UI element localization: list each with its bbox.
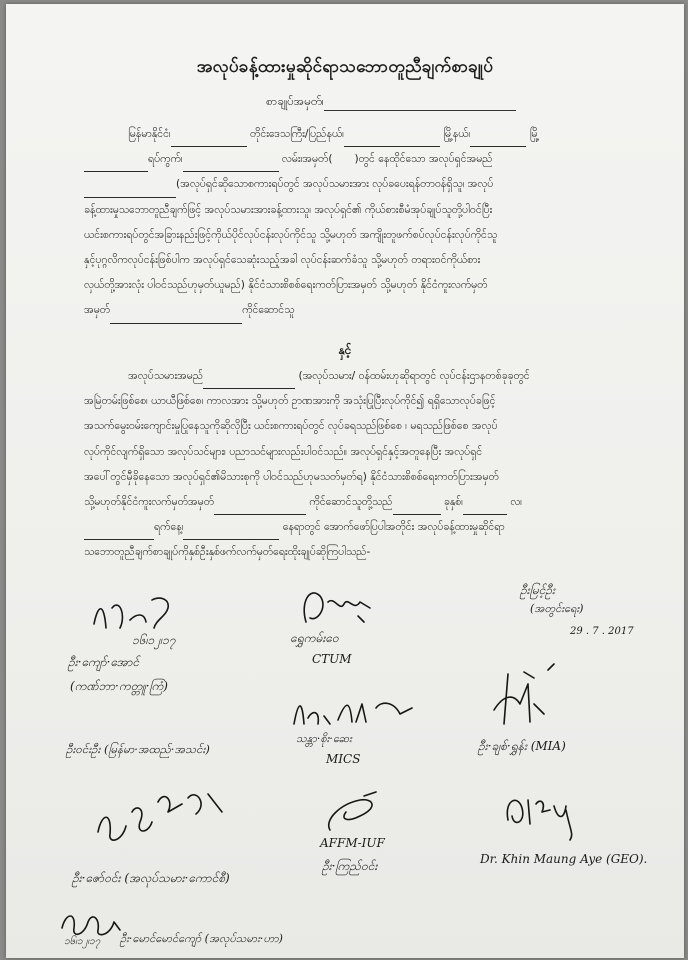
signature-date: 29 . 7 . 2017 xyxy=(570,626,634,637)
signature-scribble xyxy=(92,782,242,852)
contract-number-blank xyxy=(324,98,516,111)
signature-date: ၁၆၊၁၂၊၁၇ xyxy=(64,936,101,947)
worker-definition-4: လုပ်ကိုင်လျက်ရှိသော အလုပ်သင်များ၊ ပညာသင်များလည်းပါဝင်သည်။ အလုပ်ရှင်နှင့်အတူနေပြီး အလုပ်ရှင် xyxy=(84,445,483,458)
signature-scribble xyxy=(500,790,590,840)
signatory-name: ဦး·ကြည်ဝင်း xyxy=(322,859,378,873)
signatory-organization: CTUM xyxy=(312,652,352,666)
agreement-closing: သဘောတူညီချက်စာချုပ်ကိုနှစ်ဦးနှစ်ဖက်လက်မှတ်ရေးထိုးချုပ်ဆိုကြပါသည်- xyxy=(84,546,371,559)
signature-scribble xyxy=(290,694,420,734)
employer-definition-4: နှင့်ပုဂ္ဂလိကလုပ်ငန်းဖြစ်ပါက အလုပ်ရှင်သေဆုံးသည့်အခါ လုပ်ငန်းဆက်ခံသူ သို့မဟုတ် တရားဝင်ကိုယ်စား xyxy=(84,254,481,267)
signature-left-1 xyxy=(68,594,200,693)
employer-name-label: )တွင် နေထိုင်သော အလုပ်ရှင်အမည် xyxy=(354,153,493,166)
signature-middle-3 xyxy=(320,790,390,873)
worker-paragraph xyxy=(84,364,670,566)
signature-middle-2 xyxy=(290,694,420,766)
signatory-name: ဦးမြင့်ဦး xyxy=(520,583,555,597)
document-title: အလုပ်ခန့်ထားမှုဆိုင်ရာသဘောတူညီချက်စာချုပ် xyxy=(196,57,494,77)
signature-scribble xyxy=(484,664,574,734)
signatory-name: ဦးဝင်းဦး (မြန်မာ·အထည်·အသင်း) xyxy=(66,742,210,756)
year-label: ခုနှစ်၊ xyxy=(443,496,463,509)
signatory-name: Dr. Khin Maung Aye (GEO). xyxy=(480,852,648,866)
employer-paragraph xyxy=(84,122,670,324)
country-label: မြန်မာနိုင်ငံ၊ xyxy=(128,128,171,140)
signatory-title: (အတွင်းရေး) xyxy=(530,602,584,615)
and-connector: နှင့် xyxy=(338,343,352,357)
signature-left-3 xyxy=(92,782,242,856)
employer-definition-5: လှယ်တို့အားလုံး ပါဝင်သည်ဟုမှတ်ယူမည်) နိုင်ငံသားစိစစ်ရေးကတ်ပြားအမှတ် သို့မဟုတ် နိုင်ငံကူးလက်မှတ် xyxy=(84,279,488,292)
signatory-name: ဦး·ဇော်ဝင်း (အလုပ်သမား·ကောင်စီ) xyxy=(72,871,230,885)
signature-right-2 xyxy=(478,664,574,753)
signature-scribble xyxy=(320,790,390,836)
worker-name-label: အလုပ်သမားအမည် xyxy=(128,370,204,382)
worker-definition-1: (အလုပ်သမား/ ဝန်ထမ်းဟုဆိုရာတွင် လုပ်ငန်းဌာနတစ်ခုခုတွင် xyxy=(298,370,530,382)
employer-holder-label: ကိုင်ဆောင်သူ xyxy=(242,304,295,317)
worker-definition-2: အမြဲတမ်းဖြစ်စေ၊ ယာယီဖြစ်စေ၊ ကာလအား သို့မဟုတ် ဥာဏအားကို အသုံးပြုပြီးလုပ်ကိုင်၍ ရရှိသောလုပ်ခဖြင့် xyxy=(84,395,496,408)
signature-right-3 xyxy=(480,790,648,866)
worker-definition-3: အသက်မွေးဝမ်းကျောင်းမှုပြုနေသူကိုဆိုလိုပြီး ယင်းစကားရပ်တွင် လုပ်ခရသည်ဖြစ်စေ ၊ မရသည်ဖြစ်စေ အလုပ် xyxy=(84,420,498,433)
document-page xyxy=(6,4,684,958)
ward-label: ရပ်ကွက်၊ xyxy=(148,153,183,166)
signatory-organization: (ကဏ်ဘာ·ကတ္တူ·ကြံ) xyxy=(70,679,168,693)
street-label: လမ်း၊အမှတ်( xyxy=(281,153,333,166)
town-label: မြို့ xyxy=(529,128,540,140)
township-label: မြို့နယ်၊ xyxy=(443,128,471,140)
signature-middle-1 xyxy=(290,582,378,666)
signatory-organization: MICS xyxy=(326,752,361,766)
contract-number-field xyxy=(266,94,516,111)
signature-scribble xyxy=(298,582,378,632)
worker-id-label: သို့မဟုတ်နိုင်ငံကူးလက်မှတ်အမှတ် xyxy=(84,496,215,509)
signatory-name: ဦး·မောင်မောင်ကျော် (အလုပ်သမား·ဟာ) xyxy=(120,932,283,945)
signatory-name: သန္တာ·စိုး·ဆေး xyxy=(296,732,352,745)
signatory-name: ဦး·ချစ်·ရွှန်း (MIA) xyxy=(478,739,566,753)
place-label: နေရာတွင် အောက်ဖော်ပြပါအတိုင်း အလုပ်ခန့်ထားမှုဆိုင်ရာ xyxy=(282,521,505,534)
signature-left-5 xyxy=(58,908,283,947)
employer-id-label: အမှတ် xyxy=(84,304,111,317)
signatory-name: ဦး·ကျော်·အောင် xyxy=(68,655,140,669)
day-label: ရက်နေ့၊ xyxy=(154,521,184,534)
signatory-name: ရွှေကမ်းဝေ xyxy=(290,631,339,645)
employer-definition-3: ယင်းစကားရပ်တွင်အခြားနည်းဖြင့်ကိုယ်ပိုင်လုပ်ငန်းလုပ်ကိုင်သူ သို့မဟုတ် အကျိုးတူဖက်စပ်လုပ်ငန်းလုပ်ကိုင်သူ xyxy=(84,228,498,241)
worker-holder-label: ကိုင်ဆောင်သူတို့သည် xyxy=(309,496,393,509)
region-label: တိုင်းဒေသကြီး/ပြည်နယ်၊ xyxy=(250,128,344,140)
month-label: လ၊ xyxy=(510,496,522,509)
contract-number-label: စာချုပ်အမှတ်၊ xyxy=(266,94,324,108)
employer-definition-2: ခန့်ထားမှုသဘောတူညီချက်ဖြင့် အလုပ်သမားအားခန့်ထားသူ၊ အလုပ်ရှင်၏ ကိုယ်စားစီမံအုပ်ချုပ်သူတို့ပါဝင်ပြီး xyxy=(84,203,493,216)
signature-date: ၁၆၊၁၂၊၁၇ xyxy=(132,633,176,647)
employer-definition-1: (အလုပ်ရှင်ဆိုသောစကားရပ်တွင် အလုပ်သမားအား လုပ်ခပေးရန်တာဝန်ရှိသူ၊ အလုပ် xyxy=(176,178,494,191)
worker-definition-5: အပေါ်တွင်မှီခိုနေသော အလုပ်ရှင်၏မိသားစုကို ပါဝင်သည်ဟုမသတ်မှတ်ရ) နိုင်ငံသားစိစစ်ရေးကတ်ပြားအမှတ် xyxy=(84,470,499,483)
signatory-organization: AFFM-IUF xyxy=(320,836,385,850)
